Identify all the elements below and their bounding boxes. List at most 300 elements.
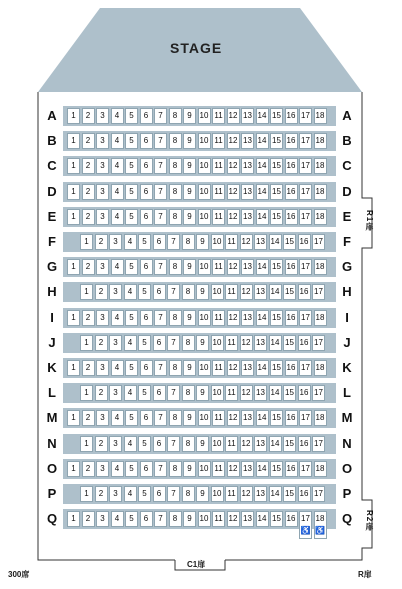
seat[interactable]: 8 [169, 259, 182, 275]
seat[interactable]: 11 [212, 133, 225, 149]
seat[interactable]: 10 [198, 511, 211, 527]
seat[interactable]: 6 [153, 234, 166, 250]
seat[interactable]: 10 [211, 284, 224, 300]
seat[interactable]: 5 [125, 511, 138, 527]
seat[interactable]: 8 [169, 158, 182, 174]
seat[interactable]: 5 [138, 284, 151, 300]
seat[interactable]: 16 [298, 284, 311, 300]
seat[interactable]: 11 [212, 158, 225, 174]
seat[interactable]: 18 [314, 184, 327, 200]
seat[interactable]: 3 [96, 209, 109, 225]
seat[interactable]: 6 [140, 184, 153, 200]
seat[interactable]: 1 [67, 184, 80, 200]
seat[interactable]: 8 [169, 133, 182, 149]
seat[interactable]: 11 [225, 234, 238, 250]
seat[interactable]: 3 [96, 461, 109, 477]
seat[interactable]: 6 [140, 511, 153, 527]
seat[interactable]: 10 [211, 436, 224, 452]
seat[interactable]: 1 [80, 335, 93, 351]
seat[interactable]: 11 [225, 486, 238, 502]
seat[interactable]: 4 [124, 335, 137, 351]
seat[interactable]: 4 [111, 133, 124, 149]
seat[interactable]: 1 [67, 410, 80, 426]
seat[interactable]: 18 [314, 310, 327, 326]
seat[interactable]: 18 [314, 410, 327, 426]
seat[interactable]: 12 [240, 284, 253, 300]
seat[interactable]: 13 [241, 310, 254, 326]
seat[interactable]: 1 [80, 284, 93, 300]
seat[interactable]: 17 [312, 436, 325, 452]
seat[interactable]: 1 [67, 158, 80, 174]
seat[interactable]: 2 [82, 133, 95, 149]
seat[interactable]: 9 [196, 486, 209, 502]
seat[interactable]: 4 [124, 385, 137, 401]
seat[interactable]: 11 [225, 385, 238, 401]
seat[interactable]: 5 [125, 184, 138, 200]
seat[interactable]: 16 [298, 234, 311, 250]
seat[interactable]: 16 [285, 310, 298, 326]
seat[interactable]: 1 [67, 511, 80, 527]
seat[interactable]: 12 [227, 209, 240, 225]
seat[interactable]: 7 [167, 335, 180, 351]
seat[interactable]: 15 [270, 133, 283, 149]
seat[interactable]: 12 [227, 461, 240, 477]
seat[interactable]: 3 [96, 158, 109, 174]
seat[interactable]: 18 [314, 108, 327, 124]
seat[interactable]: 5 [125, 360, 138, 376]
seat[interactable]: 6 [140, 133, 153, 149]
seat[interactable]: 13 [241, 108, 254, 124]
seat[interactable]: 2 [82, 310, 95, 326]
seat[interactable]: 2 [82, 184, 95, 200]
seat[interactable]: 17 [299, 184, 312, 200]
seat[interactable]: 5 [125, 410, 138, 426]
seat[interactable]: 15 [270, 184, 283, 200]
seat[interactable]: 15 [283, 234, 296, 250]
seat[interactable]: 13 [241, 410, 254, 426]
seat[interactable]: 14 [269, 486, 282, 502]
seat[interactable]: 18 [314, 133, 327, 149]
seat[interactable]: 1 [80, 385, 93, 401]
seat[interactable]: 13 [241, 461, 254, 477]
seat[interactable]: 10 [211, 335, 224, 351]
seat[interactable]: 16 [298, 335, 311, 351]
seat[interactable]: 10 [198, 209, 211, 225]
seat[interactable]: 4 [111, 184, 124, 200]
seat[interactable]: 13 [241, 133, 254, 149]
seat[interactable]: 14 [269, 385, 282, 401]
seat[interactable]: 13 [241, 259, 254, 275]
seat[interactable]: 14 [256, 310, 269, 326]
seat[interactable]: 8 [169, 310, 182, 326]
seat[interactable]: 6 [140, 259, 153, 275]
seat[interactable]: 8 [182, 385, 195, 401]
seat[interactable]: 16 [285, 184, 298, 200]
seat[interactable]: 13 [254, 436, 267, 452]
seat[interactable]: 14 [256, 209, 269, 225]
seat[interactable]: 16 [298, 436, 311, 452]
seat[interactable]: 17 [312, 234, 325, 250]
seat[interactable]: 12 [227, 511, 240, 527]
seat[interactable]: 10 [211, 385, 224, 401]
seat[interactable]: 11 [212, 184, 225, 200]
seat[interactable]: 3 [109, 436, 122, 452]
seat[interactable]: 3 [96, 259, 109, 275]
seat[interactable]: 12 [227, 158, 240, 174]
seat[interactable]: 9 [183, 259, 196, 275]
seat[interactable]: 7 [154, 133, 167, 149]
seat[interactable]: 4 [111, 158, 124, 174]
seat[interactable]: 2 [82, 461, 95, 477]
seat[interactable]: 9 [196, 234, 209, 250]
seat[interactable]: 13 [254, 486, 267, 502]
seat[interactable]: 12 [227, 360, 240, 376]
seat[interactable]: 7 [154, 410, 167, 426]
seat[interactable]: 9 [196, 335, 209, 351]
seat[interactable]: 13 [254, 284, 267, 300]
seat[interactable]: 11 [212, 410, 225, 426]
seat[interactable]: 17 [299, 461, 312, 477]
seat[interactable]: 15 [283, 284, 296, 300]
seat[interactable]: 7 [154, 184, 167, 200]
seat[interactable]: 5 [138, 385, 151, 401]
seat[interactable]: 8 [182, 436, 195, 452]
seat[interactable]: 9 [183, 461, 196, 477]
seat[interactable]: 6 [140, 108, 153, 124]
seat[interactable]: 3 [109, 284, 122, 300]
seat[interactable]: 6 [140, 209, 153, 225]
seat[interactable]: 17 [299, 310, 312, 326]
seat[interactable]: 9 [183, 360, 196, 376]
seat[interactable]: 10 [198, 360, 211, 376]
seat[interactable]: 7 [167, 284, 180, 300]
seat[interactable]: 16 [285, 511, 298, 527]
seat[interactable]: 7 [154, 209, 167, 225]
seat[interactable]: 18 [314, 511, 327, 539]
seat[interactable]: 5 [138, 436, 151, 452]
seat[interactable]: 14 [269, 335, 282, 351]
seat[interactable]: 1 [80, 234, 93, 250]
seat[interactable]: 2 [95, 436, 108, 452]
seat[interactable]: 2 [95, 234, 108, 250]
seat[interactable]: 7 [167, 234, 180, 250]
seat[interactable]: 6 [140, 410, 153, 426]
seat[interactable]: 15 [283, 486, 296, 502]
seat[interactable]: 9 [183, 410, 196, 426]
seat[interactable]: 4 [111, 310, 124, 326]
seat[interactable]: 8 [182, 486, 195, 502]
seat[interactable]: 13 [241, 158, 254, 174]
seat[interactable]: 10 [198, 259, 211, 275]
seat[interactable]: 4 [111, 259, 124, 275]
seat[interactable]: 7 [154, 461, 167, 477]
seat[interactable]: 15 [283, 335, 296, 351]
seat[interactable]: 8 [169, 209, 182, 225]
seat[interactable]: 11 [212, 259, 225, 275]
seat[interactable]: 12 [227, 410, 240, 426]
seat[interactable]: 4 [124, 284, 137, 300]
seat[interactable]: 3 [96, 184, 109, 200]
seat[interactable]: 16 [285, 461, 298, 477]
seat[interactable]: 18 [314, 259, 327, 275]
seat[interactable]: 6 [140, 461, 153, 477]
seat[interactable]: 12 [227, 184, 240, 200]
seat[interactable]: 17 [312, 385, 325, 401]
seat[interactable]: 2 [82, 410, 95, 426]
seat[interactable]: 9 [196, 436, 209, 452]
seat[interactable]: 12 [240, 385, 253, 401]
seat[interactable]: 14 [269, 284, 282, 300]
seat[interactable]: 15 [283, 436, 296, 452]
seat[interactable]: 11 [225, 284, 238, 300]
seat[interactable]: 18 [314, 360, 327, 376]
seat[interactable]: 17 [299, 158, 312, 174]
seat[interactable]: 8 [182, 284, 195, 300]
seat[interactable]: 5 [138, 234, 151, 250]
seat[interactable]: 2 [82, 158, 95, 174]
seat[interactable]: 4 [111, 209, 124, 225]
seat[interactable]: 6 [153, 436, 166, 452]
seat[interactable]: 2 [95, 284, 108, 300]
seat[interactable]: 11 [212, 511, 225, 527]
seat[interactable]: 3 [96, 410, 109, 426]
seat[interactable]: 10 [198, 310, 211, 326]
seat[interactable]: 17 [299, 259, 312, 275]
seat[interactable]: 14 [256, 410, 269, 426]
seat[interactable]: 14 [256, 461, 269, 477]
seat[interactable]: 10 [198, 108, 211, 124]
seat[interactable]: 2 [95, 335, 108, 351]
seat[interactable]: 3 [96, 360, 109, 376]
seat[interactable]: 12 [227, 259, 240, 275]
seat[interactable]: 5 [138, 335, 151, 351]
seat[interactable]: 3 [96, 310, 109, 326]
seat[interactable]: 3 [96, 511, 109, 527]
seat[interactable]: 2 [82, 209, 95, 225]
seat[interactable]: 8 [182, 335, 195, 351]
seat[interactable]: 16 [285, 209, 298, 225]
seat[interactable]: 14 [256, 360, 269, 376]
seat[interactable]: 15 [270, 511, 283, 527]
seat[interactable]: 16 [298, 385, 311, 401]
seat[interactable]: 14 [256, 133, 269, 149]
seat[interactable]: 17 [312, 335, 325, 351]
seat[interactable]: 11 [225, 335, 238, 351]
seat[interactable]: 13 [241, 184, 254, 200]
seat[interactable]: 12 [227, 133, 240, 149]
seat[interactable]: 1 [80, 486, 93, 502]
seat[interactable]: 5 [125, 108, 138, 124]
seat[interactable]: 14 [256, 158, 269, 174]
seat[interactable]: 3 [109, 335, 122, 351]
seat[interactable]: 8 [182, 234, 195, 250]
seat[interactable]: 12 [240, 335, 253, 351]
seat[interactable]: 3 [96, 108, 109, 124]
seat[interactable]: 1 [67, 133, 80, 149]
seat[interactable]: 2 [95, 486, 108, 502]
seat[interactable]: 12 [240, 436, 253, 452]
seat[interactable]: 6 [140, 158, 153, 174]
seat[interactable]: 10 [198, 410, 211, 426]
seat[interactable]: 10 [198, 158, 211, 174]
seat[interactable]: 4 [124, 436, 137, 452]
seat[interactable]: 15 [270, 410, 283, 426]
seat[interactable]: 7 [167, 486, 180, 502]
seat[interactable]: 14 [256, 184, 269, 200]
seat[interactable]: 5 [125, 461, 138, 477]
seat[interactable]: 4 [124, 486, 137, 502]
seat[interactable]: 15 [270, 360, 283, 376]
seat[interactable]: 10 [211, 486, 224, 502]
seat[interactable]: 2 [82, 259, 95, 275]
seat[interactable]: 12 [240, 486, 253, 502]
seat[interactable]: 3 [109, 486, 122, 502]
seat[interactable]: 2 [95, 385, 108, 401]
seat[interactable]: 1 [67, 209, 80, 225]
seat[interactable]: 11 [212, 108, 225, 124]
seat[interactable]: 10 [198, 133, 211, 149]
seat[interactable]: 14 [269, 436, 282, 452]
seat[interactable]: 12 [227, 108, 240, 124]
seat[interactable]: 17 [312, 486, 325, 502]
seat[interactable]: 11 [212, 209, 225, 225]
seat[interactable]: 13 [241, 360, 254, 376]
seat[interactable]: 16 [285, 410, 298, 426]
seat[interactable]: 17 [299, 410, 312, 426]
seat[interactable]: 17 [299, 209, 312, 225]
seat[interactable]: 9 [183, 158, 196, 174]
seat[interactable]: 10 [198, 184, 211, 200]
seat[interactable]: 7 [167, 385, 180, 401]
seat[interactable]: 10 [211, 234, 224, 250]
seat[interactable]: 2 [82, 511, 95, 527]
seat[interactable]: 9 [183, 511, 196, 527]
seat[interactable]: 3 [96, 133, 109, 149]
seat[interactable]: 9 [183, 184, 196, 200]
seat[interactable]: 16 [285, 133, 298, 149]
seat[interactable]: 1 [80, 436, 93, 452]
seat[interactable]: 16 [285, 158, 298, 174]
seat[interactable]: 6 [140, 360, 153, 376]
seat[interactable]: 8 [169, 461, 182, 477]
seat[interactable]: 12 [227, 310, 240, 326]
seat[interactable]: 4 [111, 511, 124, 527]
seat[interactable]: 1 [67, 360, 80, 376]
seat[interactable]: 4 [111, 360, 124, 376]
seat[interactable]: 5 [125, 209, 138, 225]
seat[interactable]: 1 [67, 461, 80, 477]
seat[interactable]: 13 [254, 335, 267, 351]
seat[interactable]: 9 [183, 133, 196, 149]
seat[interactable]: 5 [125, 310, 138, 326]
seat[interactable]: 15 [270, 158, 283, 174]
seat[interactable]: 13 [254, 385, 267, 401]
seat[interactable]: 6 [153, 486, 166, 502]
seat[interactable]: 3 [109, 385, 122, 401]
seat[interactable]: 6 [153, 385, 166, 401]
seat[interactable]: 17 [299, 108, 312, 124]
seat[interactable]: 8 [169, 184, 182, 200]
seat[interactable]: 11 [225, 436, 238, 452]
seat[interactable]: 14 [256, 259, 269, 275]
seat[interactable]: 8 [169, 410, 182, 426]
seat[interactable]: 15 [283, 385, 296, 401]
seat[interactable]: 17 [299, 133, 312, 149]
seat[interactable]: 18 [314, 158, 327, 174]
seat[interactable]: 4 [111, 461, 124, 477]
seat[interactable]: 15 [270, 461, 283, 477]
seat[interactable]: 17 [299, 511, 312, 539]
seat[interactable]: 5 [125, 133, 138, 149]
seat[interactable]: 15 [270, 310, 283, 326]
seat[interactable]: 14 [256, 108, 269, 124]
seat[interactable]: 17 [312, 284, 325, 300]
seat[interactable]: 15 [270, 259, 283, 275]
seat[interactable]: 5 [125, 158, 138, 174]
seat[interactable]: 4 [111, 410, 124, 426]
seat[interactable]: 13 [254, 234, 267, 250]
seat[interactable]: 9 [196, 385, 209, 401]
seat[interactable]: 8 [169, 108, 182, 124]
seat[interactable]: 8 [169, 511, 182, 527]
seat[interactable]: 16 [285, 360, 298, 376]
seat[interactable]: 7 [167, 436, 180, 452]
seat[interactable]: 14 [256, 511, 269, 527]
seat[interactable]: 5 [138, 486, 151, 502]
seat[interactable]: 1 [67, 310, 80, 326]
seat[interactable]: 7 [154, 511, 167, 527]
seat[interactable]: 15 [270, 209, 283, 225]
seat[interactable]: 10 [198, 461, 211, 477]
seat[interactable]: 1 [67, 259, 80, 275]
seat[interactable]: 6 [140, 310, 153, 326]
seat[interactable]: 14 [269, 234, 282, 250]
seat[interactable]: 5 [125, 259, 138, 275]
seat[interactable]: 9 [183, 310, 196, 326]
seat[interactable]: 3 [109, 234, 122, 250]
seat[interactable]: 9 [183, 209, 196, 225]
seat[interactable]: 7 [154, 158, 167, 174]
seat[interactable]: 9 [183, 108, 196, 124]
seat[interactable]: 2 [82, 360, 95, 376]
seat[interactable]: 17 [299, 360, 312, 376]
seat[interactable]: 12 [240, 234, 253, 250]
seat[interactable]: 18 [314, 209, 327, 225]
seat[interactable]: 11 [212, 310, 225, 326]
seat[interactable]: 7 [154, 310, 167, 326]
seat[interactable]: 7 [154, 259, 167, 275]
seat[interactable]: 15 [270, 108, 283, 124]
seat[interactable]: 7 [154, 360, 167, 376]
seat[interactable]: 4 [111, 108, 124, 124]
seat[interactable]: 9 [196, 284, 209, 300]
seat[interactable]: 13 [241, 511, 254, 527]
seat[interactable]: 13 [241, 209, 254, 225]
seat[interactable]: 11 [212, 461, 225, 477]
seat[interactable]: 4 [124, 234, 137, 250]
seat[interactable]: 6 [153, 284, 166, 300]
seat[interactable]: 7 [154, 108, 167, 124]
seat[interactable]: 6 [153, 335, 166, 351]
seat[interactable]: 16 [285, 259, 298, 275]
seat[interactable]: 1 [67, 108, 80, 124]
seat[interactable]: 16 [298, 486, 311, 502]
seat[interactable]: 16 [285, 108, 298, 124]
seat[interactable]: 2 [82, 108, 95, 124]
seat[interactable]: 18 [314, 461, 327, 477]
seat[interactable]: 11 [212, 360, 225, 376]
seat[interactable]: 8 [169, 360, 182, 376]
